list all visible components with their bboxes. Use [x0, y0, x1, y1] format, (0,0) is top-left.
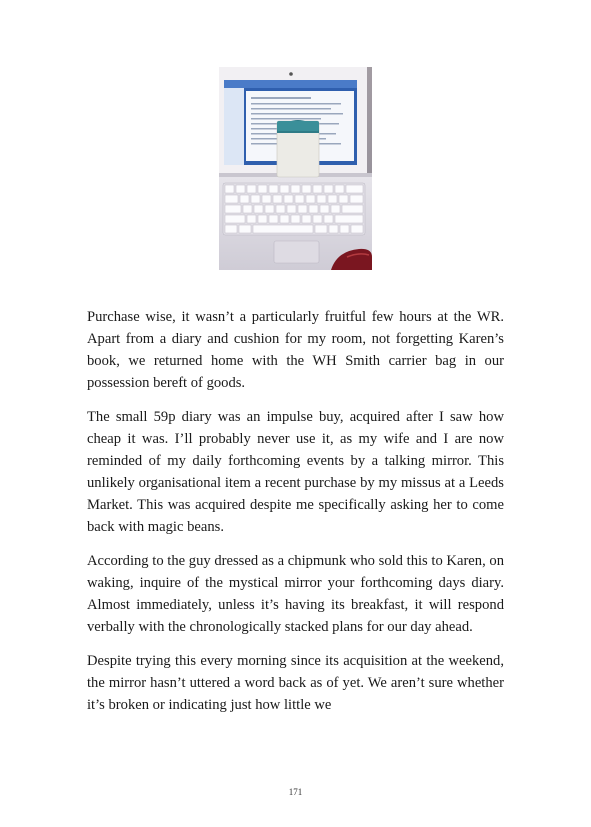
- paragraph: The small 59p diary was an impulse buy, acquired after I saw how cheap it was. I’ll probably never use it, as my wife and I are now reminded of my daily forthcoming events by a talking mirror. This unlikely organisational item a recent purchase by my missus at a Leeds Market. This was acquired despite me specifically asking her to come back with magic beans.: [87, 409, 504, 535]
- paragraph: Purchase wise, it wasn’t a particularly fruitful few hours at the WR. Apart from a diary and cushion for my room, not forgetting Karen’s book, we returned home with the WH Smith carrier bag in our possession bereft of goods.: [87, 309, 504, 391]
- page-number: 171: [288, 787, 303, 797]
- laptop-with-diary-photo: [219, 67, 372, 270]
- paragraph: According to the guy dressed as a chipmunk who sold this to Karen, on waking, inquire of the mystical mirror your forthcoming days diary. Almost immediately, unless it’s having its breakfast, it will respond verbally with the chronologically stacked plans for our day ahead.: [87, 553, 504, 635]
- paragraph: Despite trying this every morning since its acquisition at the weekend, the mirror hasn’t uttered a word back as of yet. We aren’t sure whether it’s broken or indicating just how little we: [87, 653, 504, 713]
- body-text: [87, 306, 504, 728]
